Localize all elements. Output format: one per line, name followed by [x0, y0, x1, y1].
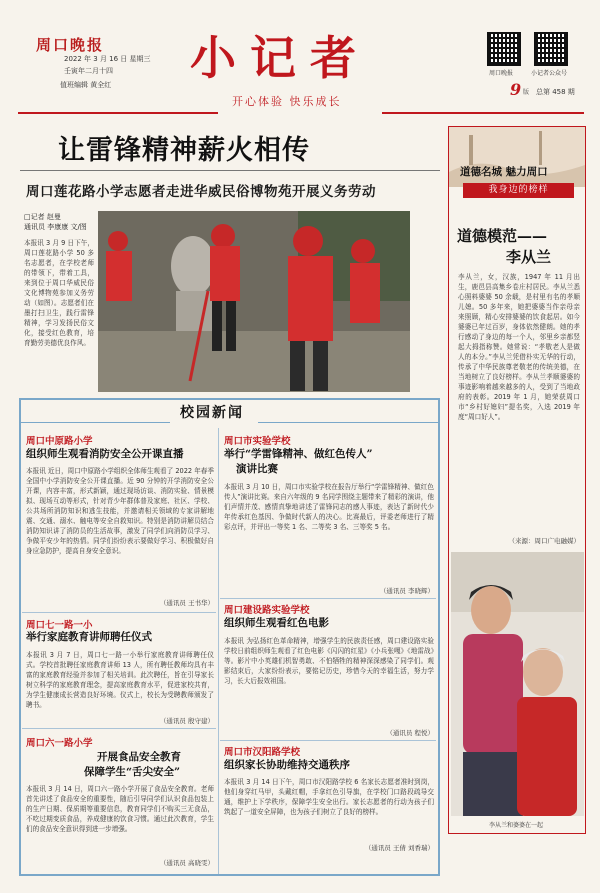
model-name: 李从兰: [506, 248, 552, 266]
lead-subhead: 周口莲花路小学志愿者走进华威民俗博物苑开展义务劳动: [26, 184, 376, 200]
school-news-title: 校园新闻: [180, 405, 244, 421]
page-unit: 版: [523, 89, 530, 96]
model-source: （来源：周口广电融媒）: [508, 537, 580, 545]
portrait-caption: 李从兰和婆婆在一起: [489, 822, 544, 829]
article-divider: [220, 740, 436, 741]
article-reporter: （通讯员 程悦）: [386, 729, 434, 737]
box-title-rule-right: [258, 422, 439, 423]
lead-photo-volunteers: [98, 211, 410, 392]
masthead-rule-left: [18, 112, 218, 114]
article-body: 本报讯 为弘扬红色革命精神，增强学生的民族责任感，周口建设路实验学校日前组织师生观看了红色电影《闪闪的红星》《小兵张嘎》《地雷战》等。影片中小英雄们机智勇敢、不怕牺牲的精神深深感染了同学们。观影结束后，大家纷纷表示，要铭记历史，珍惜今天的幸福生活，努力学习，长大后报效祖国。: [224, 637, 434, 685]
my-model-banner: 我身边的榜样: [463, 183, 574, 198]
article-title-line2: 保障学生“舌尖安全”: [83, 766, 181, 778]
article-school: 周口六一路小学: [26, 738, 93, 749]
article-reporter: （通讯员 王倩 刘香瑞）: [364, 844, 434, 852]
article-body: 本报讯 3 月 14 日，周口六一路小学开展了食品安全教育。老师首先讲述了食品安全的重要性，随后引导同学们认识食品包装上的生产日期、保质期等重要信息，教育同学们不购买三无食品，不吃过期变质食品，养成健康的饮食习惯。通过此次教育，学生们的食品安全意识得到进一步增强。: [26, 785, 214, 833]
column-title: 小记者: [190, 31, 370, 85]
article-title-line2: 演讲比赛: [236, 463, 278, 475]
box-title-rule-left: [20, 422, 170, 423]
lead-headline: 让雷锋精神薪火相传: [58, 135, 310, 166]
headline-divider: [20, 170, 440, 171]
qr-code-icon[interactable]: [487, 32, 521, 66]
article-reporter: （通讯员 高晓雯）: [159, 859, 214, 867]
qr-code-icon[interactable]: [534, 32, 568, 66]
lead-byline: [24, 212, 87, 232]
article-reporter: （通讯员 王书华）: [159, 599, 214, 607]
lunar-date: 壬寅年二月十四: [64, 67, 113, 75]
article-divider: [22, 728, 216, 729]
total-issue: 总第 458 期: [536, 88, 575, 96]
article-title: 举行家庭教育讲师聘任仪式: [26, 631, 152, 643]
article-school: 周口七一路一小: [26, 620, 93, 631]
column-divider: [218, 428, 219, 874]
article-divider: [22, 612, 216, 613]
qr-label-right: 小记者公众号: [531, 70, 568, 77]
article-title: 组织师生观看红色电影: [224, 617, 329, 629]
masthead-rule-right: [382, 112, 584, 114]
article-body: 本报讯 3 月 10 日，周口市实验学校在报告厅举行“学雷锋精神、做红色传人”演讲比赛。来自六年级的 9 名同学围绕主题带来了精彩的演讲，他们声情并茂、感情真挚地讲述了雷锋同志的感人事迹，表达了新时代少年传承红色基因、争做时代新人的决心。比赛最后，评委老师进行了精彩点评，并评出一等奖 1 名、二等奖 3 名、三等奖 5 名。: [224, 483, 434, 531]
article-school: 周口中原路小学: [26, 436, 93, 447]
column-slogan: 开心体验 快乐成长: [232, 95, 342, 108]
article-reporter: （通讯员 李晓辉）: [379, 587, 434, 595]
lead-body: 本报讯 3 月 9 日下午，周口莲花路小学 50 多名志愿者，在学校老师的带领下，带着工具，来到位于周口华威民俗文化博物苑参加义务劳动（如图）。志愿者们在墨打扫卫生，践行雷锋精神，学习发扬民俗文化，接受红色教育，培育勤劳美德优良作风。: [24, 239, 94, 347]
portrait-photo: [451, 552, 584, 816]
model-body: 李从兰，女，汉族，1947 年 11 月出生，鹿邑县高集乡卷庄村居民。李从兰悉心照料婆婆 50 余载，是村里有名的孝顺儿媳。50 多年来，她把婆婆当作亲母亲来照顾，精心安排婆婆的饮食起居。如今婆婆已年过百岁，身体依然健朗。她的孝行感动了身边的每一个人，邻里乡亲都竖起大拇指称赞。她常说：“孝敬老人是做人的本分。”李从兰凭借朴实无华的行动，传承了中华民族尊老敬老的传统美德，在当地树立了良好榜样。李从兰孝顺婆婆的事迹影响着越来越多的人，受到了当地政府的表彰。2019 年 1 月，她荣获周口市“乡村好媳妇”提名奖，入选 2019 年度“周口好人”。: [458, 273, 580, 421]
paper-name-logo: 周口晚报: [36, 36, 105, 54]
moral-city-slogan: 道德名城 魅力周口: [460, 166, 548, 178]
byline-correspondent: 通讯员 李康康 文/图: [24, 223, 87, 231]
article-divider: [220, 598, 436, 599]
article-title: 组织师生观看消防安全公开课直播: [26, 448, 184, 460]
page-number: 9: [510, 80, 522, 99]
article-school: 周口建设路实验学校: [224, 605, 310, 616]
issue-date: 2022 年 3 月 16 日 星期三: [64, 55, 151, 63]
article-body: 本报讯 近日，周口中原路小学组织全体师生观看了 2022 年春季全国中小学消防安全公开课直播。近 90 分钟的开学消防安全公开课，内容丰富，形式新颖，通过现场访谈、消防实验、情景模拟、现场互动等形式，针对青少年群体普及家庭、社区、学校、公共场所消防知识和逃生技能，并邀请相关领域的专家讲解地震、交通、溺水、触电等安全自救知识。特别是消防讲解员结合消防知识讲了消防员的生活故事，激发了同学们向消防员学习、争做平安少年的热情。同学们纷纷表示要做好学习、积极做好自身应急防护，提高自身安全意识。: [26, 467, 214, 555]
article-reporter: （通讯员 殷守建）: [159, 717, 214, 725]
article-school: 周口市实验学校: [224, 436, 291, 447]
article-title: 组织家长协助维持交通秩序: [224, 759, 350, 771]
model-title: 道德模范——: [457, 227, 548, 245]
duty-editor: 值班编辑 黄全红: [60, 81, 112, 89]
article-school: 周口市汉阳路学校: [224, 747, 301, 758]
qr-label-left: 周口晚报: [489, 70, 514, 77]
article-body: 本报讯 3 月 7 日，周口七一路一小举行家庭教育讲师聘任仪式。学校首批聘任家庭教育讲师 13 人，所有聘任教师均具有丰富的家庭教育经验并参加了相关培训。此次聘任，旨在引导家长树立科学的家庭教育理念，提高家庭教育水平，促进家校共育，为学生健康成长营造良好环境。仪式上，校长为受聘教师颁发了聘书。: [26, 651, 214, 709]
byline-reporter: □记者 赵曼: [24, 213, 61, 221]
article-body: 本报讯 3 月 14 日下午，周口市汉阳路学校 6 名家长志愿者准时到岗，他们身穿红马甲，头戴红帽，手拿红色引导旗，在学校门口路段疏导交通，维护上下学秩序，保障学生安全出行。家长志愿者的行动为孩子们筑起了一道安全屏障，也为孩子们树立了良好的榜样。: [224, 778, 434, 816]
article-title-line1: 举行“学雷锋精神、做红色传人”: [224, 448, 373, 460]
article-title-line1: 开展食品安全教育: [97, 751, 181, 763]
